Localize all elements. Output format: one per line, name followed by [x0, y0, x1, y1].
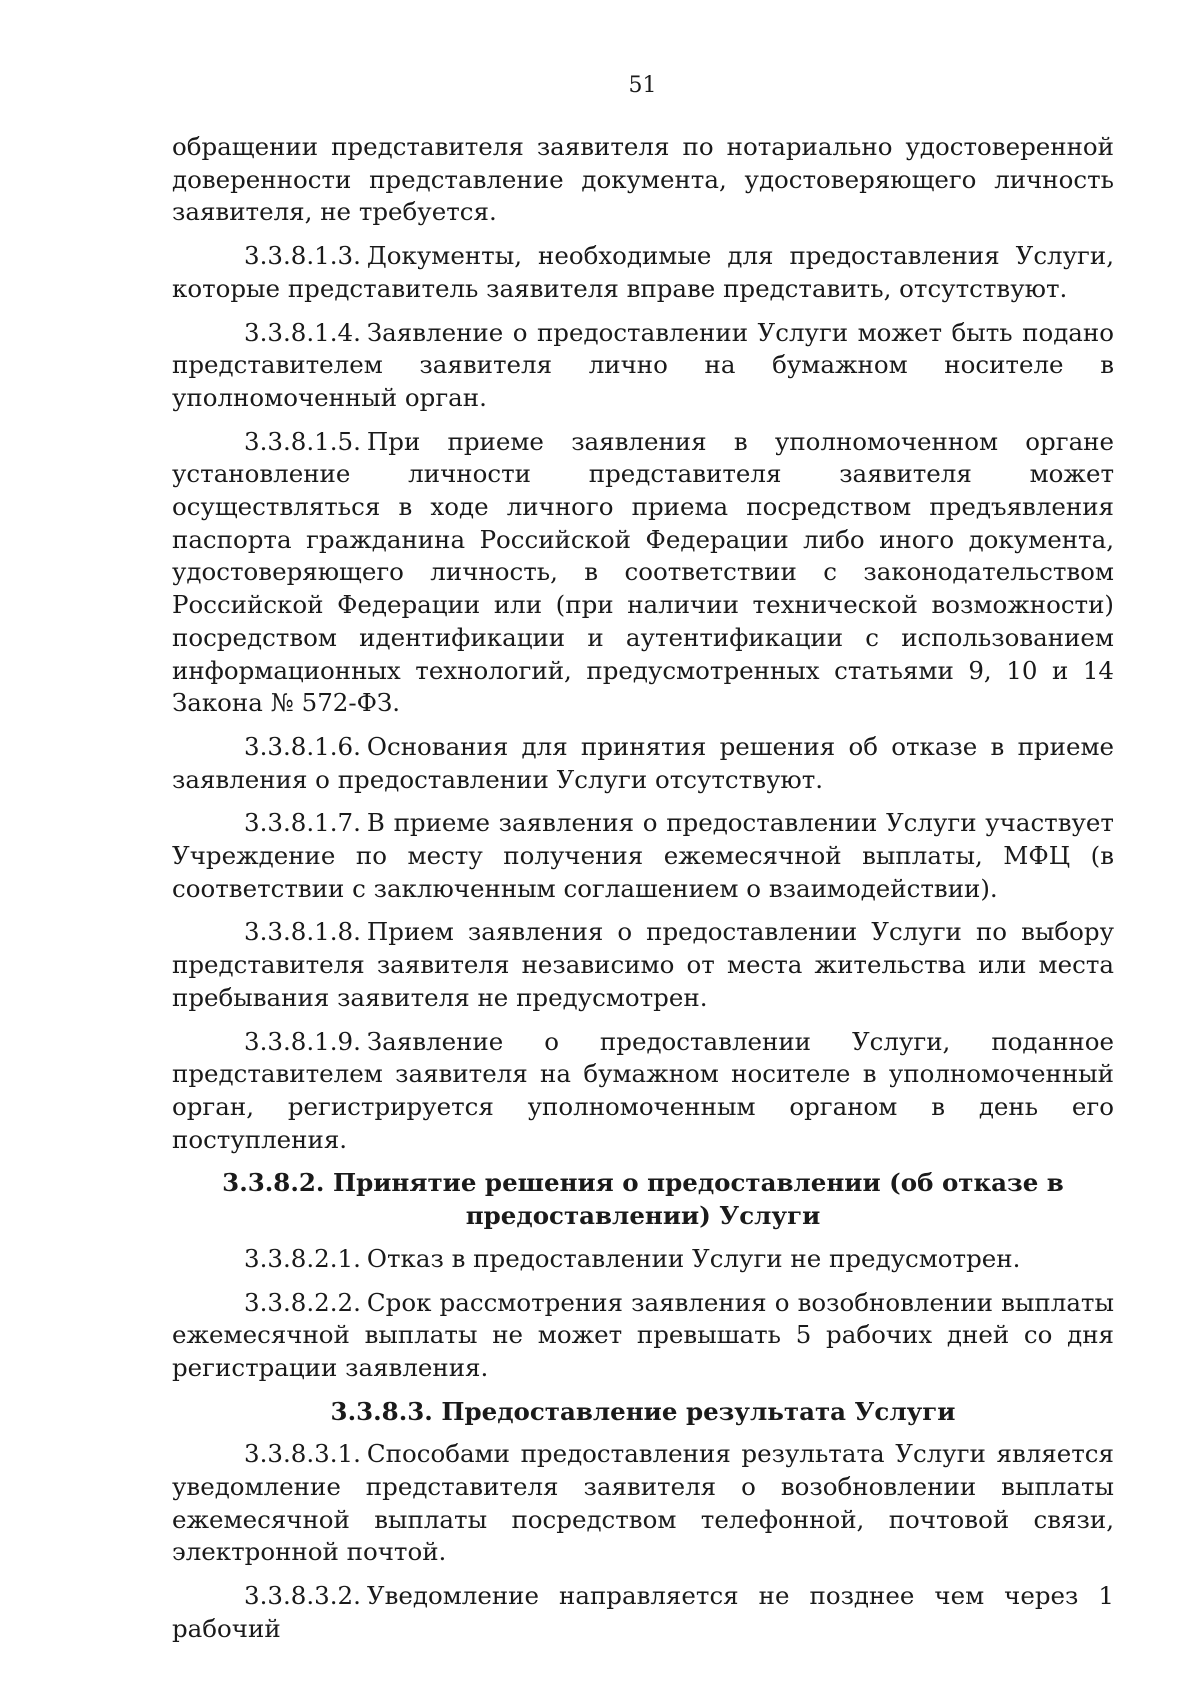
paragraph-text: Заявление о предоставлении Услуги, поданное представителем заявителя на бумажном носителе в уполномоченный орган, регистрируется уполномоченным органом в день его поступления. [172, 1026, 1114, 1154]
document-paragraph [172, 807, 1114, 905]
paragraph-text: Документы, необходимые для предоставления Услуги, которые представитель заявителя вправе представить, отсутствуют. [172, 241, 1114, 303]
clause-number: 3.3.8.2.2. [244, 1287, 361, 1317]
document-paragraph [172, 731, 1114, 796]
document-paragraph [172, 240, 1114, 305]
document-paragraph [172, 131, 1114, 229]
clause-number: 3.3.8.2.1. [244, 1243, 361, 1273]
clause-number: 3.3.8.1.3. [244, 241, 361, 271]
document-body [172, 131, 1114, 1657]
clause-number: 3.3.8.1.7. [244, 808, 361, 838]
page-number: 51 [628, 73, 657, 98]
section-heading: 3.3.8.3. Предоставление результата Услуги [330, 1396, 956, 1426]
document-paragraph [172, 426, 1114, 720]
paragraph-text: Отказ в предоставлении Услуги не предусмотрен. [366, 1243, 1021, 1273]
paragraph-text: Способами предоставления результата Услуги является уведомление представителя заявителя о возобновлении выплаты ежемесячной выплаты посредством телефонной, почтовой связи, электронной почтой. [172, 1439, 1114, 1567]
clause-number: 3.3.8.1.6. [244, 731, 361, 761]
paragraph-text: обращении представителя заявителя по нотариально удостоверенной доверенности представление документа, удостоверяющего личность заявителя, не требуется. [172, 132, 1114, 227]
paragraph-text: Уведомление направляется не позднее чем через 1 рабочий [172, 1581, 1114, 1643]
clause-number: 3.3.8.3.2. [244, 1581, 361, 1611]
section-heading: 3.3.8.2. Принятие решения о предоставлении (об отказе в предоставлении) Услуги [222, 1168, 1064, 1231]
document-paragraph [172, 1243, 1114, 1276]
clause-number: 3.3.8.1.4. [244, 317, 361, 347]
clause-number: 3.3.8.1.5. [244, 426, 361, 456]
paragraph-text: Заявление о предоставлении Услуги может быть подано представителем заявителя лично на бумажном носителе в уполномоченный орган. [172, 317, 1114, 412]
document-paragraph [172, 1287, 1114, 1385]
clause-number: 3.3.8.1.8. [244, 917, 361, 947]
paragraph-text: Основания для принятия решения об отказе в приеме заявления о предоставлении Услуги отсутствуют. [172, 731, 1114, 794]
paragraph-text: Прием заявления о предоставлении Услуги по выбору представителя заявителя независимо от места жительства или места пребывания заявителя не предусмотрен. [172, 917, 1114, 1012]
paragraph-text: В приеме заявления о предоставлении Услуги участвует Учреждение по месту получения ежемесячной выплаты, МФЦ (в соответствии с заключенным соглашением о взаимодействии). [172, 808, 1114, 903]
document-paragraph [172, 1580, 1114, 1645]
paragraph-text: Срок рассмотрения заявления о возобновлении выплаты ежемесячной выплаты не может превышать 5 рабочих дней со дня регистрации заявления. [172, 1287, 1114, 1382]
document-paragraph [172, 1438, 1114, 1569]
document-paragraph [172, 317, 1114, 415]
clause-number: 3.3.8.3.1. [244, 1439, 361, 1469]
paragraph-text: При приеме заявления в уполномоченном органе установление личности представителя заявителя может осуществляться в ходе личного приема посредством предъявления паспорта гражданина Российской Федерации либо иного документа, удостоверяющего личность, в соответствии с законодательством Российской Федерации или (при наличии технической возможности) посредством идентификации и аутентификации с использованием информационных технологий, предусмотренных статьями 9, 10 и 14 Закона № 572-ФЗ. [172, 426, 1114, 718]
document-paragraph [172, 1026, 1114, 1157]
clause-number: 3.3.8.1.9. [244, 1026, 361, 1056]
document-paragraph [172, 916, 1114, 1014]
